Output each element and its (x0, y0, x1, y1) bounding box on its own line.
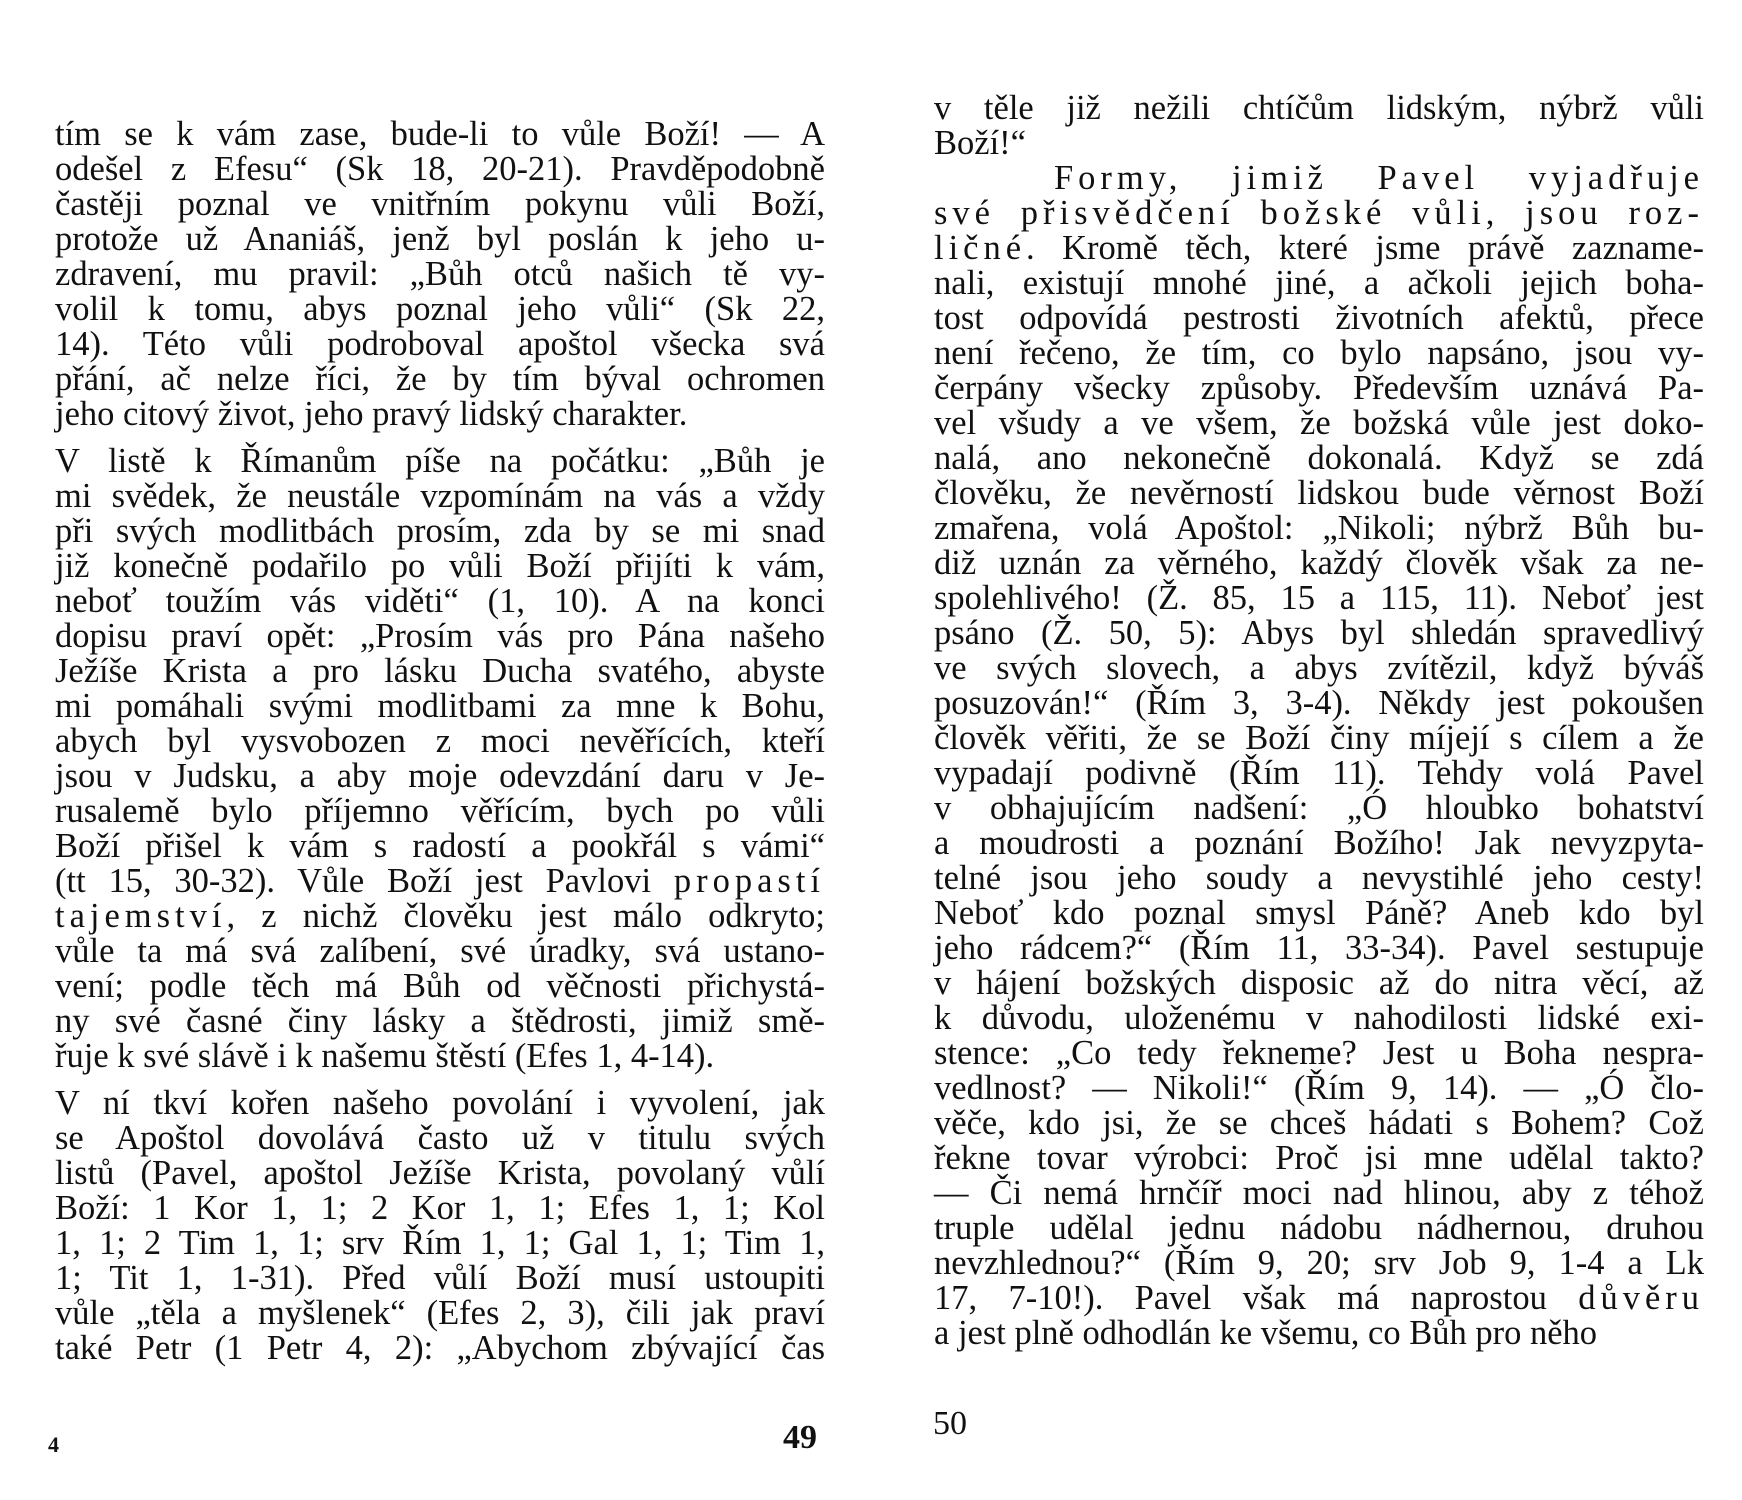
text-line: Neboť kdo poznal smysl Páně? Aneb kdo byl (934, 894, 1704, 932)
right-page (871, 0, 1742, 1500)
text-line: abych byl vysvobozen z moci nevěřících, kteří (55, 722, 825, 760)
text-line: řekne tovar výrobci: Proč jsi mne udělal takto? (934, 1139, 1704, 1177)
text-line: jeho rádcem?“ (Řím 11, 33-34). Pavel sestupuje (934, 929, 1704, 967)
signature-mark: 4 (48, 1432, 59, 1457)
text-line: ny své časné činy lásky a štědrosti, jimiž smě- (55, 1002, 825, 1040)
text-line: nalá, ano nekonečně dokonalá. Když se zdá (934, 439, 1704, 477)
text-line: mi svědek, že neustále vzpomínám na vás a vždy (55, 477, 825, 515)
text-line: Formy, jimiž Pavel vyjadřuje (1054, 159, 1704, 197)
text-line: dopisu praví opět: „Prosím vás pro Pána našeho (55, 617, 825, 655)
text-line: spolehlivého! (Ž. 85, 15 a 115, 11). Neboť jest (934, 579, 1704, 617)
text-line: truple udělal jednu nádobu nádhernou, druhou (934, 1209, 1704, 1247)
text-line: neboť toužím vás viděti“ (1, 10). A na konci (55, 582, 825, 620)
text-line: zdravení, mu pravil: „Bůh otců našich tě vy- (55, 255, 825, 293)
text-line: mi pomáhali svými modlitbami za mne k Bohu, (55, 687, 825, 725)
text-line (55, 899, 825, 934)
text-line: stence: „Co tedy řekneme? Jest u Boha nespra- (934, 1034, 1704, 1072)
text-line: nali, existují mnohé jiné, a ačkoli jejich boha- (934, 264, 1704, 302)
text-line: při svých modlitbách prosím, zda by se mi snad (55, 512, 825, 550)
text-line: své přisvědčení božské vůli, jsou roz- (934, 194, 1704, 232)
text-line: se Apoštol dovolává často už v titulu svých (55, 1119, 825, 1157)
left-page-text (55, 117, 825, 1366)
page-number: 49 (783, 1419, 817, 1456)
text-segment: , z nichž člověku jest málo odkryto; (226, 897, 825, 935)
text-line: a moudrosti a poznání Božího! Jak nevyzpyta- (934, 824, 1704, 862)
emphasized-word: ličné (934, 229, 1027, 267)
text-segment: (tt 15, 30-32). Vůle Boží jest Pavlovi (55, 862, 674, 900)
text-line: rusalemě bylo příjemno věřícím, bych po vůli (55, 792, 825, 830)
text-line: také Petr (1 Petr 4, 2): „Abychom zbývající čas (55, 1329, 825, 1367)
text-line: volil k tomu, abys poznal jeho vůli“ (Sk 22, (55, 290, 825, 328)
emphasized-word: tajemství (55, 897, 227, 935)
text-line: již konečně podařilo po vůli Boží přijíti k vám, (55, 547, 825, 585)
text-line: vedlnost? — Nikoli!“ (Řím 9, 14). — „Ó člo- (934, 1069, 1704, 1107)
text-line: vel všudy a ve všem, že božská vůle jest doko- (934, 404, 1704, 442)
text-line: věče, kdo jsi, že se chceš hádati s Bohem? Což (934, 1104, 1704, 1142)
text-line: přání, ač nelze říci, že by tím býval ochromen (55, 360, 825, 398)
text-line: není řečeno, že tím, co bylo napsáno, jsou vy- (934, 334, 1704, 372)
text-line: k důvodu, uloženému v nahodilosti lidské exi- (934, 999, 1704, 1037)
text-line: V ní tkví kořen našeho povolání i vyvolení, jak (55, 1084, 825, 1122)
text-line: Boží přišel k vám s radostí a pookřál s vámi“ (55, 827, 825, 865)
text-line: telné jsou jeho soudy a nevystihlé jeho cesty! (934, 859, 1704, 897)
text-line: v hájení božských disposic až do nitra věcí, až (934, 964, 1704, 1002)
text-line: ve svých slovech, a abys zvítězil, když býváš (934, 649, 1704, 687)
text-line: psáno (Ž. 50, 5): Abys byl shledán spravedlivý (934, 614, 1704, 652)
text-line: Boží: 1 Kor 1, 1; 2 Kor 1, 1; Efes 1, 1; Kol (55, 1189, 825, 1227)
text-line: diž uznán za věrného, každý člověk však za ne- (934, 544, 1704, 582)
text-line: Boží!“ (934, 124, 1026, 162)
text-line: v obhajujícím nadšení: „Ó hloubko bohatství (934, 789, 1704, 827)
text-line: posuzován!“ (Řím 3, 3-4). Někdy jest pokoušen (934, 684, 1704, 722)
text-line: jsou v Judsku, a aby moje odevzdání daru v Je- (55, 757, 825, 795)
text-line: Ježíše Krista a pro lásku Ducha svatého, abyste (55, 652, 825, 690)
text-line: — Či nemá hrnčíř moci nad hlinou, aby z téhož (934, 1174, 1704, 1212)
text-line: častěji poznal ve vnitřním pokynu vůli Boží, (55, 185, 825, 223)
text-line: řuje k své slávě i k našemu štěstí (Efes 1, 4-14). (55, 1037, 715, 1075)
text-line: 1; Tit 1, 1-31). Před vůlí Boží musí ustoupiti (55, 1259, 825, 1297)
text-segment: . Kromě těch, které jsme právě zazname- (1026, 229, 1704, 267)
text-line: a jest plně odhodlán ke všemu, co Bůh pro něho (934, 1314, 1598, 1352)
right-page-text (934, 91, 1704, 1351)
text-line: listů (Pavel, apoštol Ježíše Krista, povolaný vůlí (55, 1154, 825, 1192)
text-line: 14). Této vůli podroboval apoštol všecka svá (55, 325, 825, 363)
text-line: člověk věřiti, že se Boží činy míjejí s cílem a že (934, 719, 1704, 757)
text-line: jeho citový život, jeho pravý lidský charakter. (55, 395, 688, 433)
text-line: vypadají podivně (Řím 11). Tehdy volá Pavel (934, 754, 1704, 792)
text-line: 1, 1; 2 Tim 1, 1; srv Řím 1, 1; Gal 1, 1; Tim 1, (55, 1224, 825, 1262)
text-line: nevzhlednou?“ (Řím 9, 20; srv Job 9, 1-4 a Lk (934, 1244, 1704, 1282)
text-line: vůle „těla a myšlenek“ (Efes 2, 3), čili jak praví (55, 1294, 825, 1332)
emphasized-word: propastí (673, 862, 825, 900)
text-line: protože už Ananiáš, jenž byl poslán k jeho u- (55, 220, 825, 258)
text-segment: 17, 7-10!). Pavel však má naprostou (934, 1279, 1579, 1317)
text-line (934, 231, 1704, 266)
text-line: v těle již nežili chtíčům lidským, nýbrž vůli (934, 89, 1704, 127)
text-line: tím se k vám zase, bude-li to vůle Boží! — A (55, 115, 825, 153)
text-line: tost odpovídá pestrosti životních afektů, přece (934, 299, 1704, 337)
text-line: odešel z Efesu“ (Sk 18, 20-21). Pravděpodobně (55, 150, 825, 188)
emphasized-word: důvěru (1578, 1279, 1704, 1317)
page-number: 50 (933, 1405, 967, 1442)
text-line (55, 864, 825, 899)
text-line (934, 1281, 1704, 1316)
text-line: vůle ta má svá zalíbení, své úradky, svá ustano- (55, 932, 825, 970)
text-line: V listě k Římanům píše na počátku: „Bůh je (55, 442, 825, 480)
text-line: čerpány všecky způsoby. Především uznává Pa- (934, 369, 1704, 407)
text-line: vení; podle těch má Bůh od věčnosti přichystá- (55, 967, 825, 1005)
text-line: člověku, že nevěrností lidskou bude věrnost Boží (934, 474, 1704, 512)
text-line: zmařena, volá Apoštol: „Nikoli; nýbrž Bůh bu- (934, 509, 1704, 547)
